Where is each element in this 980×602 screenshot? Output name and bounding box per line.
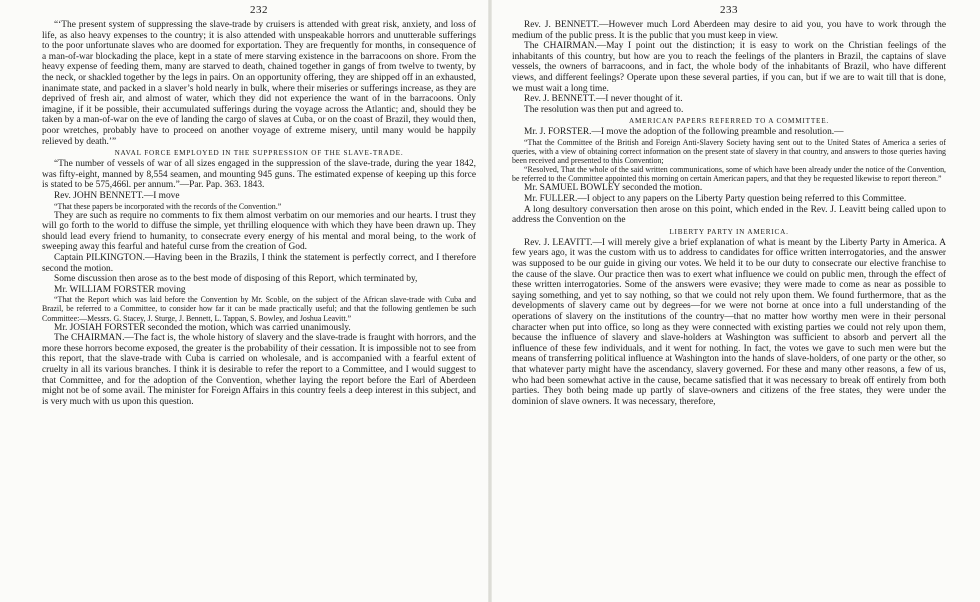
page-body xyxy=(42,20,476,407)
paragraph: “‘The present system of suppressing the slave-trade by cruisers is attended with great risk, anxiety, and loss of life, as also heavy expenses to the country; it is also attended with unspeakable horrors and unutterable sufferings to the poor unfortunate slaves who are doomed for exportation. They are frequently for months, in consequence of a man-of-war blockading the place, kept in a state of mere starving existence in the barracoons on shore. From the heavy expense of feeding them, many are starved to death, chained together in gangs of from twelve to twenty, by the neck, or shackled together by the legs in pairs. On an opportunity offering, they are shipped off in an exhausted, inanimate state, and packed in a slaver’s hold nearly in bulk, where their miseries or sufferings increase, as they are deprived of fresh air, and almost of water, which they did not experience the want of in the barracoons. Only imagine, if it be possible, their accumulated sufferings during the voyage across the Atlantic; and, should they be taken by a man-of-war on the eve of landing the cargo of slaves at Cuba, or on the coast of Brazil, they would then, poor wretches, probably have to proceed on another voyage of extreme misery, until many would be happily relieved by death.’” xyxy=(42,20,476,147)
paragraph: They are such as require no comments to fix them almost verbatim on our memories and our hearts. I trust they will go forth to the world to diffuse the simple, yet thrilling eloquence with which they have been drawn up. They should lead every friend to humanity, to consecrate every energy of his mental and moral being, to the work of sweeping away this fearful and hateful curse from the creation of God. xyxy=(42,210,476,253)
paragraph: Mr. J. FORSTER.—I move the adoption of the following preamble and resolution.— xyxy=(524,127,844,138)
paragraph: Rev. J. BENNETT.—I never thought of it. xyxy=(524,94,683,105)
paragraph: Mr. FULLER.—I object to any papers on the Liberty Party question being referred to this Committee. xyxy=(524,194,907,204)
quoted-resolution: “That the Committee of the British and Foreign Anti-Slavery Society having sent out to the United States of America a series of queries, with a view of obtaining correct information on the present state of slavery in that country, and answers to those queries having been received and presented to this Convention; xyxy=(512,137,946,166)
paragraph: Mr. SAMUEL BOWLEY seconded the motion. xyxy=(524,183,703,194)
paragraph: Some discussion then arose as to the best mode of disposing of this Report, which terminated by, xyxy=(54,274,418,285)
section-heading: LIBERTY PARTY IN AMERICA. xyxy=(669,227,789,236)
paragraph: The CHAIRMAN.—May I point out the distinction; it is easy to work on the Christian feelings of the inhabitants of this country, but how are you to reach the feelings of the planters in Brazil, the captains of slave vessels, the owners of barracoons, and in fact, the whole body of the inhabitants of Brazil, who have different views, and different feelings? Operate upon these several parties, if you can, but if we are to wait till that is done, we must wait a long time. xyxy=(512,41,946,94)
paragraph: Rev. JOHN BENNETT.—I move xyxy=(54,190,180,201)
paragraph: The resolution was then put and agreed to. xyxy=(524,104,684,115)
paragraph: The CHAIRMAN.—The fact is, the whole history of slavery and the slave-trade is fraught with horrors, and the more these horrors become exposed, the greater is the probability of their cessation. It is impossible not to see from this report, that the slave-trade with Cuba is carried on wholesale, and is accompanied with a fearful extent of cruelty in all its various branches. I think it is desirable to refer the report to a Committee, and I would suggest to that Committee, and for the adoption of the Convention, whether laying the report before the Earl of Aberdeen might not be of some avail. The minister for Foreign Affairs in this country feels a deep interest in this subject, and is very much with us upon this question. xyxy=(42,333,476,407)
paragraph: Rev. J. LEAVITT.—I will merely give a brief explanation of what is meant by the Liberty Party in America. A few years ago, it was the custom with us to address to candidates for office written interrogatories, and the answer was supposed to be our guide in giving our votes. We held it to be our duty to consecrate our elective franchise to the cause of the slave. Our practice then was to exert what influence we could on public men, through the effect of these written interrogatories. Some of the answers were evasive; they were made to come as near as possible to saying something, and yet to say nothing, so that we could not rely upon them. We found furthermore, that as the developments of slavery came out by degrees—for we were not borne at once into a full understanding of the operations of slavery on the institutions of the country—that no matter how worthy men were in their personal character when put into office, so long as they were connected with existing parties we could not rely upon them, because the influence of slavery and slave-holders at Washington was sufficient to absorb and pervert all the influence of these few individuals, and it went for nothing. In fact, the votes we gave to such men were but the means of transferring political influence at Washington into the hands of slave-holders, of one party or the other, so that whatever party might have the ascendancy, slavery governed. For these and many other reasons, a few of us, who had been somewhat active in the cause, became satisfied that it was necessary to break off entirely from both parties. They both being made up partly of slave-owners and citizens of the free states, they were under the dominion of slave owners. It was necessary, therefore, xyxy=(512,237,946,407)
paragraph: Mr. JOSIAH FORSTER seconded the motion, which was carried unanimously. xyxy=(54,322,351,333)
section-heading: AMERICAN PAPERS REFERRED TO A COMMITTEE. xyxy=(628,117,829,126)
paragraph: Captain PILKINGTON.—Having been in the Brazils, I think the statement is perfectly correct, and I therefore second the motion. xyxy=(42,252,476,274)
paragraph: Rev. J. BENNETT.—However much Lord Aberdeen may desire to aid you, you have to work through the medium of the public press. It is the public that you must keep in view. xyxy=(512,20,946,41)
section-heading: NAVAL FORCE EMPLOYED IN THE SUPPRESSION OF THE SLAVE-TRADE. xyxy=(114,149,404,158)
right-page xyxy=(512,0,946,602)
page-number: 232 xyxy=(250,4,268,16)
page-number: 233 xyxy=(720,4,738,16)
page-body xyxy=(512,20,946,407)
paragraph: A long desultory conversation then arose on this point, which ended in the Rev. J. Leavitt being called upon to address the Convention on the xyxy=(512,204,946,226)
quoted-resolution: “That the Report which was laid before the Convention by Mr. Scoble, on the subject of the African slave-trade with Cuba and Brazil, be referred to a Committee, to consider how far it can be made practically useful; and that the following gentlemen be such Committee:—Messrs. G. Stacey, J. Sturge, J. Bennett, L. Tappan, S. Bowley, and Joshua Leavitt.” xyxy=(42,295,476,323)
paragraph: Mr. WILLIAM FORSTER moving xyxy=(54,284,186,295)
paragraph: “The number of vessels of war of all sizes engaged in the suppression of the slave-trade, during the year 1842, was fifty-eight, manned by 8,554 seamen, and mounting 945 guns. The estimated expense of keeping up this force is stated to be 575,466l. per annum.”—Par. Pap. 363. 1843. xyxy=(42,159,476,191)
page-gutter xyxy=(488,0,492,602)
left-page xyxy=(42,0,476,602)
quoted-resolution: “That these papers be incorporated with the records of the Convention.” xyxy=(54,201,282,211)
quoted-resolution: “Resolved, That the whole of the said written communications, some of which have been already under the notice of the Convention, be referred to the Committee appointed this morning on certain American papers, and that they be requested likewise to report thereon.” xyxy=(512,165,946,184)
